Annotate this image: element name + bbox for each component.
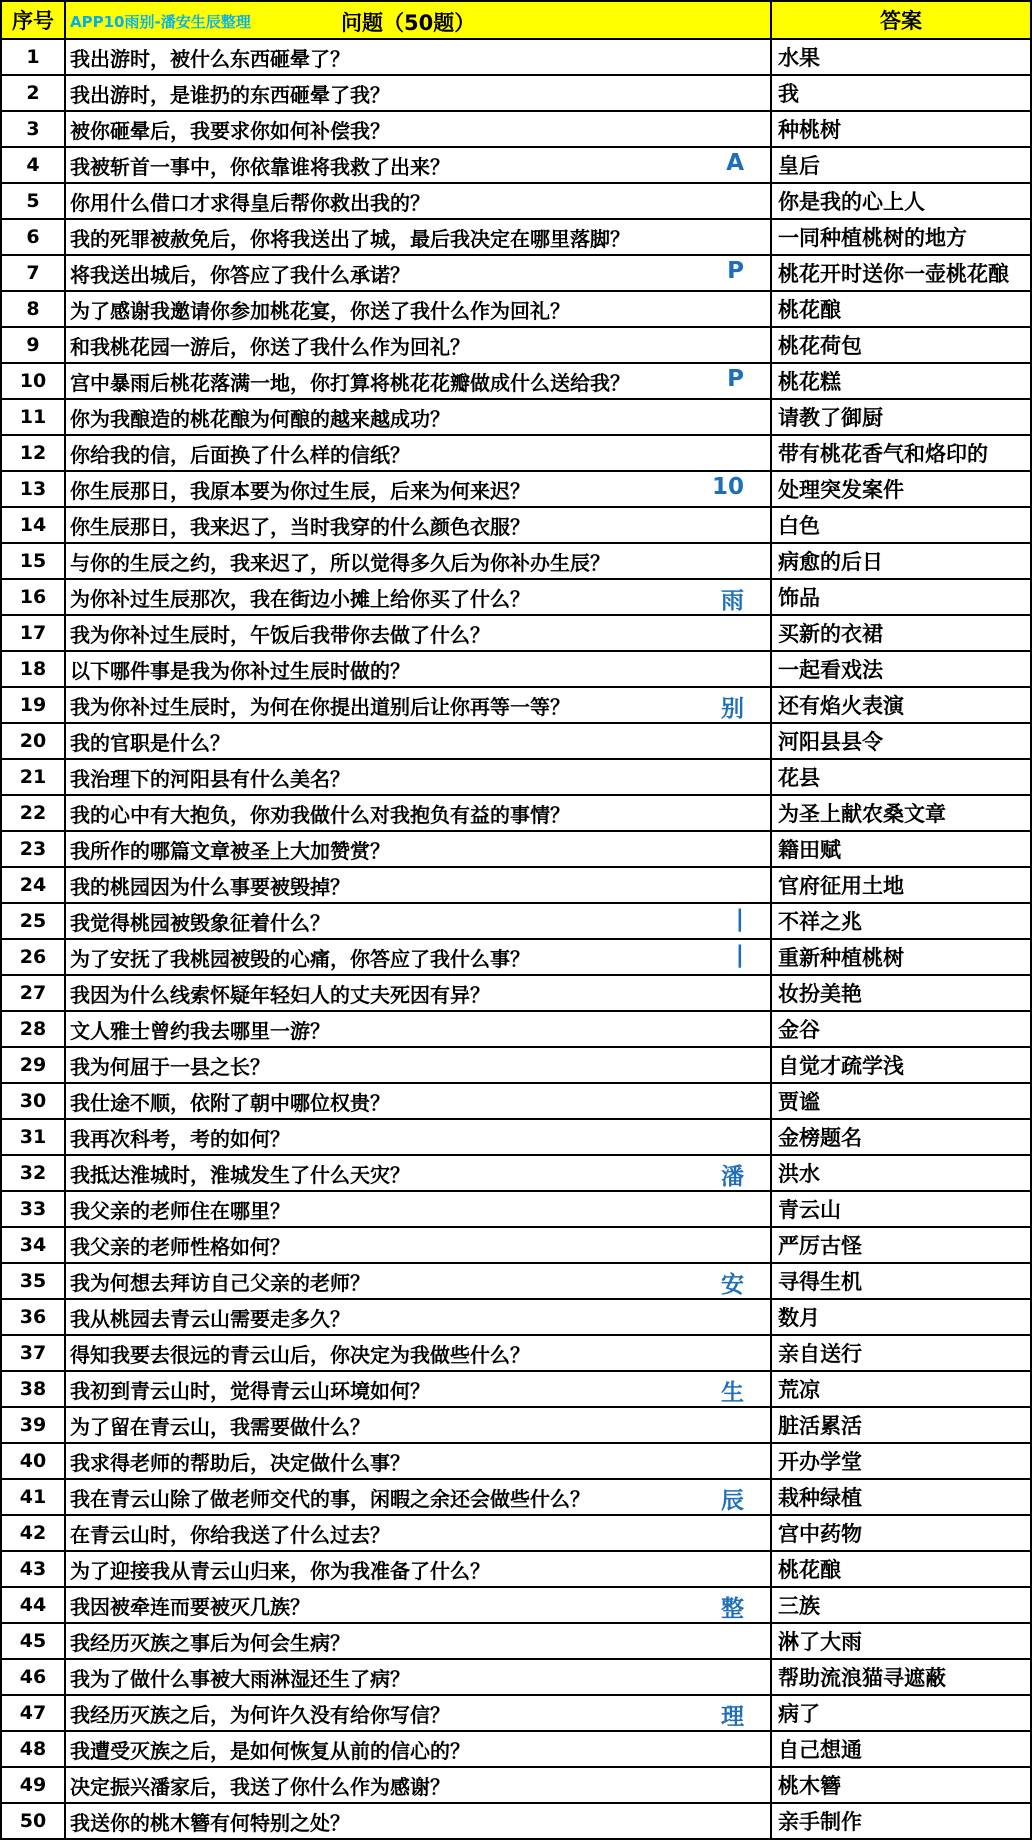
table-row — [1, 435, 1031, 471]
question-cell — [65, 795, 771, 831]
question-cell — [65, 1731, 771, 1767]
answer-cell: 桃花荷包 — [771, 327, 1031, 363]
answer-cell: 数月 — [771, 1299, 1031, 1335]
table-row — [1, 939, 1031, 975]
question-text: 我为你补过生辰时，午饭后我带你去做了什么？ — [70, 622, 490, 647]
table-row — [1, 795, 1031, 831]
question-text: 我父亲的老师性格如何？ — [70, 1234, 290, 1259]
watermark-char: P — [727, 366, 744, 392]
watermark-char: 理 — [721, 1704, 744, 1730]
answer-cell: 亲自送行 — [771, 1335, 1031, 1371]
row-number: 50 — [1, 1803, 65, 1839]
question-cell — [65, 1227, 771, 1263]
watermark-char: 辰 — [721, 1488, 744, 1514]
watermark-char: | — [735, 942, 744, 968]
row-number: 47 — [1, 1695, 65, 1731]
table-row — [1, 111, 1031, 147]
question-cell — [65, 939, 771, 975]
question-text: 我在青云山除了做老师交代的事，闲暇之余还会做些什么？ — [70, 1486, 590, 1511]
question-text: 我为了做什么事被大雨淋湿还生了病？ — [70, 1666, 410, 1691]
answer-cell: 宫中药物 — [771, 1515, 1031, 1551]
table-row — [1, 1335, 1031, 1371]
table-row — [1, 291, 1031, 327]
row-number: 17 — [1, 615, 65, 651]
question-text: 我送你的桃木簪有何特别之处？ — [70, 1810, 350, 1835]
table-row — [1, 1515, 1031, 1551]
table-row — [1, 831, 1031, 867]
question-text: 在青云山时，你给我送了什么过去？ — [70, 1522, 390, 1547]
row-number: 2 — [1, 75, 65, 111]
table-row — [1, 471, 1031, 507]
question-text: 为了迎接我从青云山归来，你为我准备了什么？ — [70, 1558, 490, 1583]
table-row — [1, 651, 1031, 687]
answer-cell: 亲手制作 — [771, 1803, 1031, 1839]
row-number: 22 — [1, 795, 65, 831]
answer-cell: 三族 — [771, 1587, 1031, 1623]
question-text: 我父亲的老师住在哪里？ — [70, 1198, 290, 1223]
question-text: 我因被牵连而要被灭几族？ — [70, 1594, 310, 1619]
answer-cell: 洪水 — [771, 1155, 1031, 1191]
table-row — [1, 1227, 1031, 1263]
answer-cell: 自觉才疏学浅 — [771, 1047, 1031, 1083]
answer-cell: 病愈的后日 — [771, 543, 1031, 579]
table-row — [1, 1695, 1031, 1731]
table-row — [1, 1587, 1031, 1623]
table-row — [1, 183, 1031, 219]
question-cell — [65, 507, 771, 543]
row-number: 24 — [1, 867, 65, 903]
watermark-char: 潘 — [721, 1164, 744, 1190]
question-text: 宫中暴雨后桃花落满一地，你打算将桃花花瓣做成什么送给我？ — [70, 370, 630, 395]
row-number: 39 — [1, 1407, 65, 1443]
row-number: 6 — [1, 219, 65, 255]
answer-cell: 还有焰火表演 — [771, 687, 1031, 723]
question-text: 我的心中有大抱负，你劝我做什么对我抱负有益的事情？ — [70, 802, 570, 827]
question-text: 决定振兴潘家后，我送了你什么作为感谢？ — [70, 1774, 450, 1799]
watermark-char: 生 — [721, 1380, 744, 1406]
question-text: 我被斩首一事中，你依靠谁将我救了出来？ — [70, 154, 450, 179]
question-text: 我为何屈于一县之长？ — [70, 1054, 270, 1079]
watermark-char: A — [726, 150, 744, 176]
answer-cell: 一起看戏法 — [771, 651, 1031, 687]
question-cell — [65, 1119, 771, 1155]
answer-header: 答案 — [771, 1, 1031, 39]
table-row — [1, 1263, 1031, 1299]
question-cell — [65, 1623, 771, 1659]
table-row — [1, 327, 1031, 363]
question-cell — [65, 651, 771, 687]
question-text: 得知我要去很远的青云山后，你决定为我做些什么？ — [70, 1342, 530, 1367]
number-header: 序号 — [1, 1, 65, 39]
question-cell — [65, 1335, 771, 1371]
answer-cell: 脏活累活 — [771, 1407, 1031, 1443]
table-row — [1, 543, 1031, 579]
answer-cell: 饰品 — [771, 579, 1031, 615]
question-column-title: 问题（50题） — [341, 11, 476, 35]
table-row — [1, 1731, 1031, 1767]
question-text: 我为何想去拜访自己父亲的老师？ — [70, 1270, 370, 1295]
watermark-char: 整 — [721, 1596, 744, 1622]
row-number: 30 — [1, 1083, 65, 1119]
table-row — [1, 1623, 1031, 1659]
answer-cell: 妆扮美艳 — [771, 975, 1031, 1011]
question-cell — [65, 1299, 771, 1335]
table-row — [1, 579, 1031, 615]
question-text: 你用什么借口才求得皇后帮你救出我的？ — [70, 190, 430, 215]
question-cell — [65, 615, 771, 651]
answer-cell: 河阳县县令 — [771, 723, 1031, 759]
answer-cell: 帮助流浪猫寻遮蔽 — [771, 1659, 1031, 1695]
watermark-char: 别 — [721, 696, 744, 722]
question-text: 和我桃花园一游后，你送了我什么作为回礼？ — [70, 334, 470, 359]
answer-cell: 栽种绿植 — [771, 1479, 1031, 1515]
question-text: 我治理下的河阳县有什么美名？ — [70, 766, 350, 791]
question-text: 我所作的哪篇文章被圣上大加赞赏？ — [70, 838, 390, 863]
answer-cell: 金榜题名 — [771, 1119, 1031, 1155]
watermark-char: 10 — [711, 474, 744, 500]
answer-cell: 种桃树 — [771, 111, 1031, 147]
row-number: 4 — [1, 147, 65, 183]
question-cell — [65, 759, 771, 795]
answer-cell: 不祥之兆 — [771, 903, 1031, 939]
answer-cell: 花县 — [771, 759, 1031, 795]
answer-cell: 处理突发案件 — [771, 471, 1031, 507]
table-row — [1, 39, 1031, 75]
question-text: 文人雅士曾约我去哪里一游？ — [70, 1018, 330, 1043]
watermark-char: 雨 — [721, 588, 744, 614]
question-text: 我再次科考，考的如何？ — [70, 1126, 290, 1151]
question-text: 我的桃园因为什么事要被毁掉？ — [70, 874, 350, 899]
answer-cell: 我 — [771, 75, 1031, 111]
question-cell — [65, 1371, 771, 1407]
question-cell — [65, 111, 771, 147]
row-number: 5 — [1, 183, 65, 219]
table-row — [1, 1119, 1031, 1155]
watermark-char: P — [727, 258, 744, 284]
row-number: 40 — [1, 1443, 65, 1479]
row-number: 33 — [1, 1191, 65, 1227]
row-number: 26 — [1, 939, 65, 975]
question-cell — [65, 1767, 771, 1803]
table-row — [1, 1155, 1031, 1191]
answer-cell: 桃花糕 — [771, 363, 1031, 399]
question-cell — [65, 579, 771, 615]
question-text: 我的死罪被赦免后，你将我送出了城，最后我决定在哪里落脚？ — [70, 226, 630, 251]
question-text: 为了感谢我邀请你参加桃花宴，你送了我什么作为回礼？ — [70, 298, 570, 323]
table-row — [1, 363, 1031, 399]
answer-cell: 寻得生机 — [771, 1263, 1031, 1299]
question-cell — [65, 363, 771, 399]
question-text: 与你的生辰之约，我来迟了，所以觉得多久后为你补办生辰？ — [70, 550, 610, 575]
answer-cell: 桃花酿 — [771, 291, 1031, 327]
answer-cell: 籍田赋 — [771, 831, 1031, 867]
question-cell — [65, 723, 771, 759]
question-text: 你生辰那日，我来迟了，当时我穿的什么颜色衣服？ — [70, 514, 530, 539]
question-cell — [65, 831, 771, 867]
question-cell — [65, 1083, 771, 1119]
table-row — [1, 687, 1031, 723]
question-cell — [65, 1551, 771, 1587]
question-text: 你给我的信，后面换了什么样的信纸？ — [70, 442, 410, 467]
row-number: 11 — [1, 399, 65, 435]
question-text: 我经历灭族之后，为何许久没有给你写信？ — [70, 1702, 450, 1727]
question-cell — [65, 1587, 771, 1623]
question-cell — [65, 147, 771, 183]
answer-cell: 贾谧 — [771, 1083, 1031, 1119]
row-number: 42 — [1, 1515, 65, 1551]
question-cell — [65, 183, 771, 219]
question-cell — [65, 399, 771, 435]
table-row — [1, 759, 1031, 795]
row-number: 23 — [1, 831, 65, 867]
table-row — [1, 399, 1031, 435]
answer-cell: 严厉古怪 — [771, 1227, 1031, 1263]
question-header — [65, 1, 771, 39]
question-cell — [65, 1155, 771, 1191]
row-number: 35 — [1, 1263, 65, 1299]
row-number: 20 — [1, 723, 65, 759]
question-cell — [65, 867, 771, 903]
table-row — [1, 219, 1031, 255]
question-text: 我初到青云山时，觉得青云山环境如何？ — [70, 1378, 430, 1403]
question-cell — [65, 903, 771, 939]
question-cell — [65, 1479, 771, 1515]
answer-cell: 开办学堂 — [771, 1443, 1031, 1479]
question-cell — [65, 327, 771, 363]
question-text: 为你补过生辰那次，我在街边小摊上给你买了什么？ — [70, 586, 530, 611]
question-cell — [65, 75, 771, 111]
row-number: 31 — [1, 1119, 65, 1155]
header-row — [1, 1, 1031, 39]
row-number: 44 — [1, 1587, 65, 1623]
question-cell — [65, 1263, 771, 1299]
question-text: 我求得老师的帮助后，决定做什么事？ — [70, 1450, 410, 1475]
question-text: 我觉得桃园被毁象征着什么？ — [70, 910, 330, 935]
question-cell — [65, 435, 771, 471]
table-row — [1, 255, 1031, 291]
table-row — [1, 1443, 1031, 1479]
row-number: 28 — [1, 1011, 65, 1047]
question-text: 我出游时，是谁扔的东西砸晕了我？ — [70, 82, 390, 107]
question-text: 我遭受灭族之后，是如何恢复从前的信心的？ — [70, 1738, 470, 1763]
row-number: 36 — [1, 1299, 65, 1335]
question-text: 我的官职是什么？ — [70, 730, 230, 755]
table-row — [1, 75, 1031, 111]
answer-cell: 荒凉 — [771, 1371, 1031, 1407]
question-text: 我仕途不顺，依附了朝中哪位权贵？ — [70, 1090, 390, 1115]
question-cell — [65, 687, 771, 723]
row-number: 37 — [1, 1335, 65, 1371]
question-cell — [65, 1191, 771, 1227]
row-number: 29 — [1, 1047, 65, 1083]
question-text: 我为你补过生辰时，为何在你提出道别后让你再等一等？ — [70, 694, 570, 719]
question-cell — [65, 1443, 771, 1479]
table-row — [1, 1479, 1031, 1515]
row-number: 49 — [1, 1767, 65, 1803]
row-number: 34 — [1, 1227, 65, 1263]
table-row — [1, 975, 1031, 1011]
question-cell — [65, 543, 771, 579]
row-number: 1 — [1, 39, 65, 75]
question-text: 被你砸晕后，我要求你如何补偿我？ — [70, 118, 390, 143]
question-cell — [65, 39, 771, 75]
question-cell — [65, 219, 771, 255]
watermark-char: 安 — [721, 1272, 744, 1298]
row-number: 45 — [1, 1623, 65, 1659]
answer-cell: 自己想通 — [771, 1731, 1031, 1767]
answer-cell: 青云山 — [771, 1191, 1031, 1227]
table-row — [1, 1299, 1031, 1335]
question-cell — [65, 1803, 771, 1839]
answer-cell: 桃木簪 — [771, 1767, 1031, 1803]
table-row — [1, 1191, 1031, 1227]
row-number: 14 — [1, 507, 65, 543]
row-number: 38 — [1, 1371, 65, 1407]
table-row — [1, 903, 1031, 939]
question-cell — [65, 1659, 771, 1695]
table-row — [1, 507, 1031, 543]
question-text: 将我送出城后，你答应了我什么承诺？ — [70, 262, 410, 287]
answer-cell: 为圣上献农桑文章 — [771, 795, 1031, 831]
row-number: 27 — [1, 975, 65, 1011]
question-text: 我因为什么线索怀疑年轻妇人的丈夫死因有异？ — [70, 982, 490, 1007]
row-number: 13 — [1, 471, 65, 507]
table-row — [1, 1083, 1031, 1119]
question-text: 我出游时，被什么东西砸晕了？ — [70, 46, 350, 71]
row-number: 10 — [1, 363, 65, 399]
table-row — [1, 867, 1031, 903]
row-number: 8 — [1, 291, 65, 327]
row-number: 32 — [1, 1155, 65, 1191]
table-row — [1, 1551, 1031, 1587]
question-cell — [65, 1047, 771, 1083]
row-number: 18 — [1, 651, 65, 687]
row-number: 25 — [1, 903, 65, 939]
answer-cell: 一同种植桃树的地方 — [771, 219, 1031, 255]
answer-cell: 带有桃花香气和烙印的 — [771, 435, 1031, 471]
question-cell — [65, 975, 771, 1011]
answer-cell: 白色 — [771, 507, 1031, 543]
question-cell — [65, 1011, 771, 1047]
row-number: 15 — [1, 543, 65, 579]
table-row — [1, 615, 1031, 651]
credit-label: APP10雨别-潘安生辰整理 — [70, 13, 251, 31]
question-text: 我抵达淮城时，淮城发生了什么天灾？ — [70, 1162, 410, 1187]
table-row — [1, 1407, 1031, 1443]
answer-cell: 病了 — [771, 1695, 1031, 1731]
question-text: 我经历灭族之事后为何会生病？ — [70, 1630, 350, 1655]
answer-cell: 桃花开时送你一壶桃花酿 — [771, 255, 1031, 291]
question-cell — [65, 1695, 771, 1731]
table-row — [1, 1011, 1031, 1047]
answer-cell: 桃花酿 — [771, 1551, 1031, 1587]
table-row — [1, 1659, 1031, 1695]
question-text: 为了安抚了我桃园被毁的心痛，你答应了我什么事？ — [70, 946, 530, 971]
question-text: 我从桃园去青云山需要走多久？ — [70, 1306, 350, 1331]
question-text: 以下哪件事是我为你补过生辰时做的？ — [70, 658, 410, 683]
answer-cell: 官府征用土地 — [771, 867, 1031, 903]
row-number: 21 — [1, 759, 65, 795]
question-text: 你生辰那日，我原本要为你过生辰，后来为何来迟？ — [70, 478, 530, 503]
row-number: 48 — [1, 1731, 65, 1767]
table-row — [1, 1767, 1031, 1803]
answer-cell: 淋了大雨 — [771, 1623, 1031, 1659]
answer-cell: 重新种植桃树 — [771, 939, 1031, 975]
question-cell — [65, 291, 771, 327]
answer-cell: 你是我的心上人 — [771, 183, 1031, 219]
watermark-char: | — [735, 906, 744, 932]
table-row — [1, 1047, 1031, 1083]
question-cell — [65, 1515, 771, 1551]
question-cell — [65, 471, 771, 507]
answer-cell: 水果 — [771, 39, 1031, 75]
table-row — [1, 147, 1031, 183]
row-number: 3 — [1, 111, 65, 147]
question-text: 你为我酿造的桃花酿为何酿的越来越成功？ — [70, 406, 450, 431]
row-number: 7 — [1, 255, 65, 291]
row-number: 12 — [1, 435, 65, 471]
answer-cell: 皇后 — [771, 147, 1031, 183]
table-row — [1, 1803, 1031, 1839]
answer-cell: 买新的衣裙 — [771, 615, 1031, 651]
row-number: 43 — [1, 1551, 65, 1587]
question-text: 为了留在青云山，我需要做什么？ — [70, 1414, 370, 1439]
row-number: 9 — [1, 327, 65, 363]
answer-cell: 金谷 — [771, 1011, 1031, 1047]
table-row — [1, 723, 1031, 759]
row-number: 19 — [1, 687, 65, 723]
row-number: 16 — [1, 579, 65, 615]
question-cell — [65, 255, 771, 291]
table-row — [1, 1371, 1031, 1407]
question-cell — [65, 1407, 771, 1443]
row-number: 41 — [1, 1479, 65, 1515]
answer-cell: 请教了御厨 — [771, 399, 1031, 435]
row-number: 46 — [1, 1659, 65, 1695]
